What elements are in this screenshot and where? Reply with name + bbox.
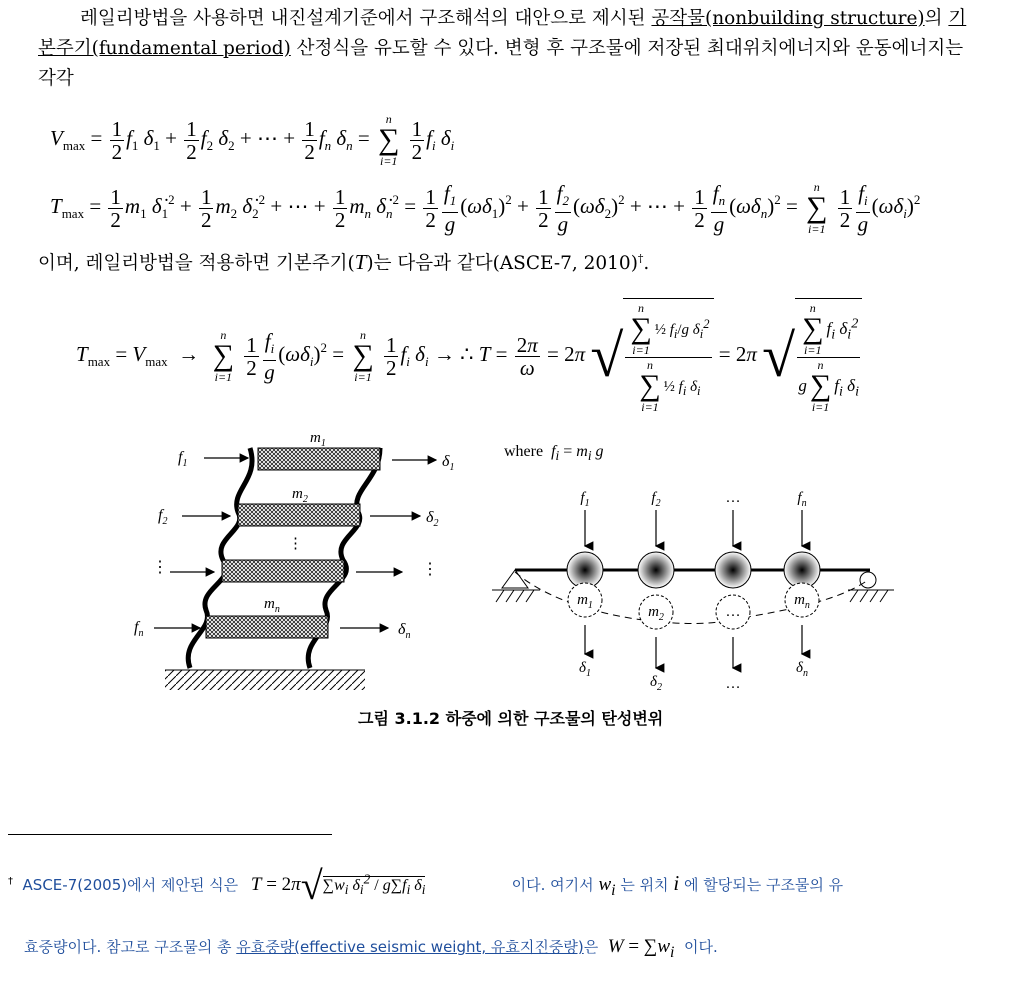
beam-disp-d1: $\delta_1$ <box>579 660 591 679</box>
footnote-separator <box>8 834 332 835</box>
floor-mass-1 <box>258 448 380 470</box>
equation-vmax: $V_{max}$ = $\frac{1}{2}$ $f_1$ $\delta_1$ + $\frac{1}{2}$ $f_2$ $\delta_2$ + ⋯ + $\frac{1}{2}$ $f_n$ $\delta_n$ = n ∑ i=1 $\frac{1}{2}$ $f_i$ $\delta_i$ <box>50 112 455 168</box>
intro-paragraph <box>38 4 1023 94</box>
beam-masses <box>567 552 820 629</box>
beam-mass-mn: $m_n$ <box>794 592 810 611</box>
intro-line3: 각각 <box>38 68 74 89</box>
fundamental-period-link-part[interactable]: 기 <box>948 8 967 29</box>
figure-caption: 그림 3.1.2 하중에 의한 구조물의 탄성변위 <box>358 709 664 728</box>
beam-diagram <box>490 480 910 695</box>
dagger-footnote-mark[interactable]: † <box>637 252 644 265</box>
pin-support <box>502 570 528 588</box>
disp-label-dn: $\delta_n$ <box>398 621 411 641</box>
equation-rayleigh: $T_{max} = V_{max}$ → n ∑ i=1 $\frac{1}{2}$ $\frac{f_i}{g}$ $(\omega\delta_i)^2$ = n ∑ i=1 $\frac{1}{2}$ $f_i$ $\delta_i$ → ∴ T = $\frac{2\pi}{\omega}$ = 2π √ n ∑ i=1 ½ $f_i/g$ $\delta_i^2$ n ∑ i=1 ½ $f_i$ $\delta_i$ = 2π √ n ∑ i=1 $f_i$ $\delta_i^2$ g n ∑ i=1 $f_i$ $\delta_i$ <box>76 298 862 414</box>
mid-sentence: 이며, 레일리방법을 적용하면 기본주기(T)는 다음과 같다(ASCE-7, 2010)†. <box>38 250 650 275</box>
intro-text: 산정식을 유도할 수 있다. 변형 후 구조물에 저장된 최대위치에너지와 운동에너지는 <box>290 38 964 59</box>
frame-diagram <box>120 420 460 700</box>
beam-force-fn: $f_n$ <box>797 490 807 509</box>
mass-label-mn: $m_n$ <box>264 596 280 615</box>
equation-tmax: $T_{max}$ = $\frac{1}{2}$ $m_1$ $\deltȧ_1^2$ + $\frac{1}{2}$ $m_2$ $\deltȧ_2^2$ + ⋯ + $\frac{1}{2}$ $m_n$ $\deltȧ_n^2$ = $\frac{1}{2}$ $\frac{f_1}{g}$ $(\omega\delta_1)^2$ + $\frac{1}{2}$ $\frac{f_2}{g}$ $(\omega\delta_2)^2$ + ⋯ + $\frac{1}{2}$ $\frac{f_n}{g}$ $(\omega\delta_n)^2$ = n ∑ i=1 $\frac{1}{2}$ $\frac{f_i}{g}$ $(\omega\delta_i)^2$ <box>50 180 921 236</box>
beam-mass-m2: $m_2$ <box>648 604 664 623</box>
disp-label-d2: $\delta_2$ <box>426 509 439 529</box>
intro-text: 레일리방법을 사용하면 내진설계기준에서 구조해석의 대안으로 제시된 <box>80 8 652 29</box>
intro-text: 의 <box>924 8 949 29</box>
fundamental-period-link[interactable]: 본주기(fundamental period) <box>38 38 291 59</box>
beam-mass-ellipsis: … <box>725 604 741 620</box>
beam-force-ellipsis: … <box>725 490 741 506</box>
floor-mass-3 <box>222 560 344 582</box>
footnote-line1: † ASCE-7(2005)에서 제안된 식은 $T = 2\pi√\sum w_i$ $\delta_i^2 / g\sum f_i$ $\delta_i$ 이다. 여기서 $w_i$ 는 위치 i 에 할당되는 구조물의 유 <box>8 863 844 908</box>
roller-support <box>860 572 876 588</box>
footnote-formula-w: $W = \sum w_i$ <box>607 936 675 961</box>
force-label-fn: $f_n$ <box>134 619 144 639</box>
footnote-mark: † <box>8 875 13 887</box>
floor-mass-n <box>206 616 328 638</box>
beam-force-f2: $f_2$ <box>651 490 661 509</box>
nonbuilding-structure-link[interactable]: 공작물(nonbuilding structure) <box>651 8 925 29</box>
beam-mass-m1: $m_1$ <box>577 592 593 611</box>
footnote-formula-t: $T = 2\pi√\sum w_i$ $\delta_i^2 / g\sum f_i$ $\delta_i$ <box>250 863 426 908</box>
where-label: where $f_i = m_i$ g <box>504 443 604 464</box>
vertical-ellipsis: ⋮ <box>288 536 303 552</box>
mass-label-m1: $m_1$ <box>310 430 326 449</box>
force-label-f1: $f_1$ <box>178 449 188 469</box>
beam-disp-d2: $\delta_2$ <box>650 674 662 693</box>
force-label-f2: $f_2$ <box>158 507 168 527</box>
beam-force-f1: $f_1$ <box>580 490 590 509</box>
effective-seismic-weight-link[interactable]: 유효중량(effective seismic weight, 유효지진중량) <box>236 938 584 956</box>
mass-label-m2: $m_2$ <box>292 486 308 505</box>
footnote-line2: 효중량이다. 참고로 구조물의 총 유효중량(effective seismic weight, 유효지진중량)은 $W = \sum w_i$ 이다. <box>24 936 718 961</box>
ground <box>165 670 365 690</box>
beam-arrows <box>585 510 802 668</box>
right-ellipsis: ⋮ <box>422 561 438 578</box>
disp-label-d1: $\delta_1$ <box>442 453 455 473</box>
floor-mass-2 <box>238 504 360 526</box>
left-ellipsis: ⋮ <box>152 559 168 576</box>
intro-line1 <box>38 4 1023 34</box>
beam-disp-dn: $\delta_n$ <box>796 660 808 679</box>
intro-line2 <box>38 34 1023 64</box>
beam-labels <box>577 490 810 693</box>
beam-disp-ellipsis: … <box>725 676 741 692</box>
